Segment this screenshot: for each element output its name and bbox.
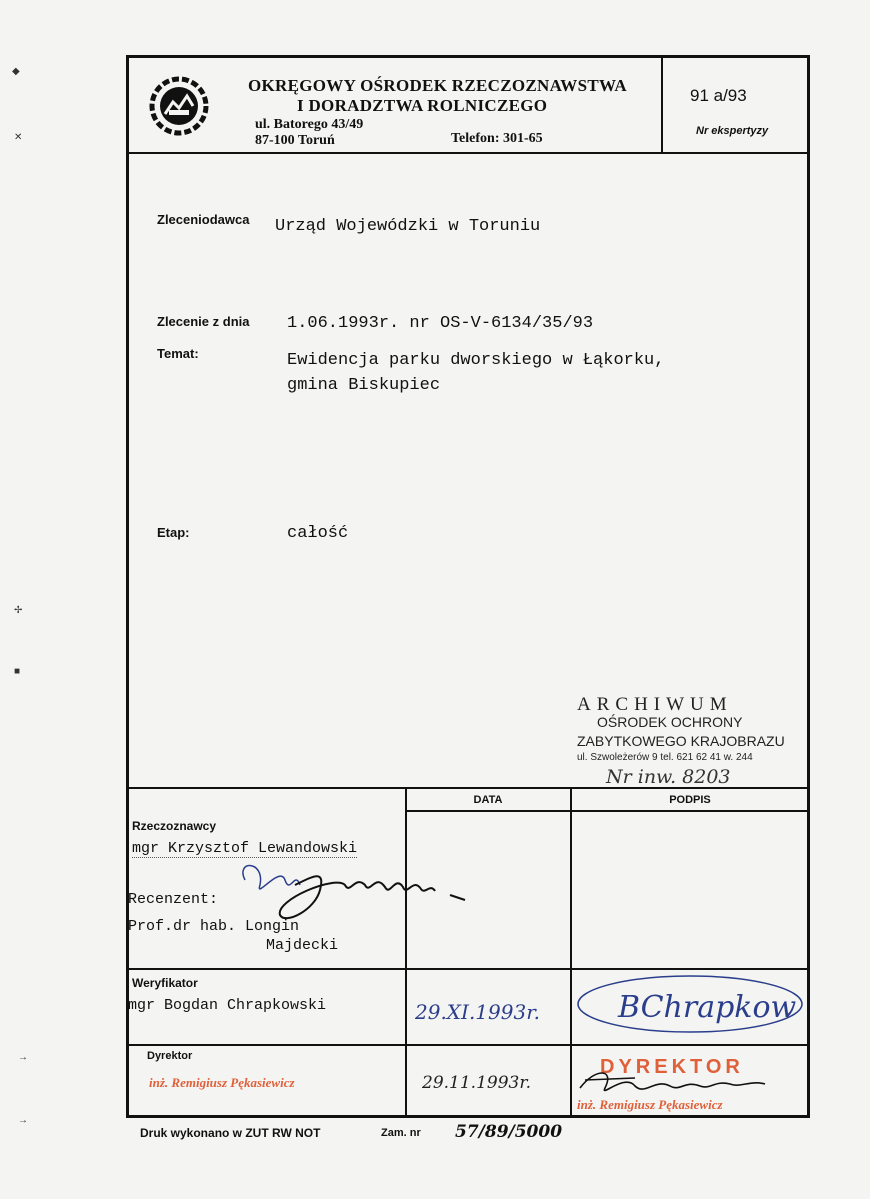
stage-value: całość — [287, 524, 349, 543]
client-value: Urząd Wojewódzki w Toruniu — [275, 217, 541, 236]
reviewer-label: Recenzent: — [128, 891, 219, 908]
verifier-name: mgr Bogdan Chrapkowski — [128, 997, 327, 1014]
margin-mark: ■ — [14, 666, 21, 677]
topic-line2: gmina Biskupiec — [287, 376, 441, 395]
expert-name: mgr Krzysztof Lewandowski — [132, 840, 358, 857]
phone-number: Telefon: 301-65 — [451, 131, 543, 146]
expertise-number-label: Nr ekspertyzy — [696, 125, 769, 137]
organization-name-line2: I DORADZTWA ROLNICZEGO — [297, 96, 548, 115]
archive-stamp-line3: ZABYTKOWEGO KRAJOBRAZU — [577, 733, 785, 749]
stage-label: Etap: — [157, 525, 190, 540]
topic-label: Temat: — [157, 346, 199, 361]
address-line2: 87-100 Toruń — [255, 133, 335, 148]
experts-label: Rzeczoznawcy — [132, 819, 217, 833]
margin-mark: ◆ — [12, 66, 20, 77]
archive-stamp-title: ARCHIWUM — [577, 694, 733, 715]
organization-logo — [147, 74, 211, 138]
header-divider — [126, 152, 810, 154]
director-date: 29.11.1993r. — [422, 1073, 531, 1093]
order-label: Zlecenie z dnia — [157, 314, 250, 329]
director-stamp-name: inż. Remigiusz Pękasiewicz — [577, 1097, 723, 1112]
column-header-date: DATA — [473, 794, 503, 806]
margin-mark: ✢ — [14, 605, 23, 616]
address-line1: ul. Batorego 43/49 — [255, 117, 364, 132]
print-note: Druk wykonano w ZUT RW NOT — [140, 1126, 321, 1140]
reviewer-name-line1: Prof.dr hab. Longin — [128, 918, 300, 935]
archive-stamp-line2: OŚRODEK OCHRONY — [597, 714, 743, 730]
director-label: Dyrektor — [147, 1050, 193, 1062]
table-header-divider — [405, 810, 810, 812]
verifier-signature-text: BChrapkow — [618, 990, 797, 1025]
director-stamp-title: DYREKTOR — [600, 1056, 744, 1078]
table-column-divider — [405, 787, 407, 1118]
header-column-divider — [661, 55, 663, 153]
reviewer-signature-scribble — [225, 855, 475, 935]
column-header-signature: PODPIS — [669, 794, 711, 806]
order-value: 1.06.1993r. nr OS-V-6134/35/93 — [287, 314, 594, 333]
reviewer-name-line2: Majdecki — [266, 937, 339, 954]
inventory-number-handwritten: Nr inw. 8203 — [606, 766, 731, 788]
archive-stamp-address: ul. Szwoleżerów 9 tel. 621 62 41 w. 244 — [577, 752, 753, 763]
print-order-number: 57/89/5000 — [455, 1122, 563, 1142]
verifier-date: 29.XI.1993r. — [415, 1000, 540, 1024]
margin-mark: ✕ — [14, 132, 23, 143]
director-name: inż. Remigiusz Pękasiewicz — [149, 1075, 295, 1090]
table-row-divider — [126, 968, 810, 970]
client-label: Zleceniodawca — [157, 212, 250, 227]
topic-line1: Ewidencja parku dworskiego w Łąkorku, — [287, 351, 665, 370]
margin-mark: → — [18, 1115, 28, 1126]
organization-name-line1: OKRĘGOWY OŚRODEK RZECZOZNAWSTWA — [248, 76, 627, 95]
verifier-label: Weryfikator — [132, 976, 198, 990]
margin-mark: → — [18, 1052, 28, 1063]
table-row-divider — [126, 1044, 810, 1046]
table-column-divider — [570, 787, 572, 1118]
director-signature — [575, 1058, 785, 1108]
print-order-label: Zam. nr — [381, 1127, 421, 1139]
expertise-number: 91 a/93 — [690, 86, 747, 105]
table-top-border — [126, 787, 810, 789]
